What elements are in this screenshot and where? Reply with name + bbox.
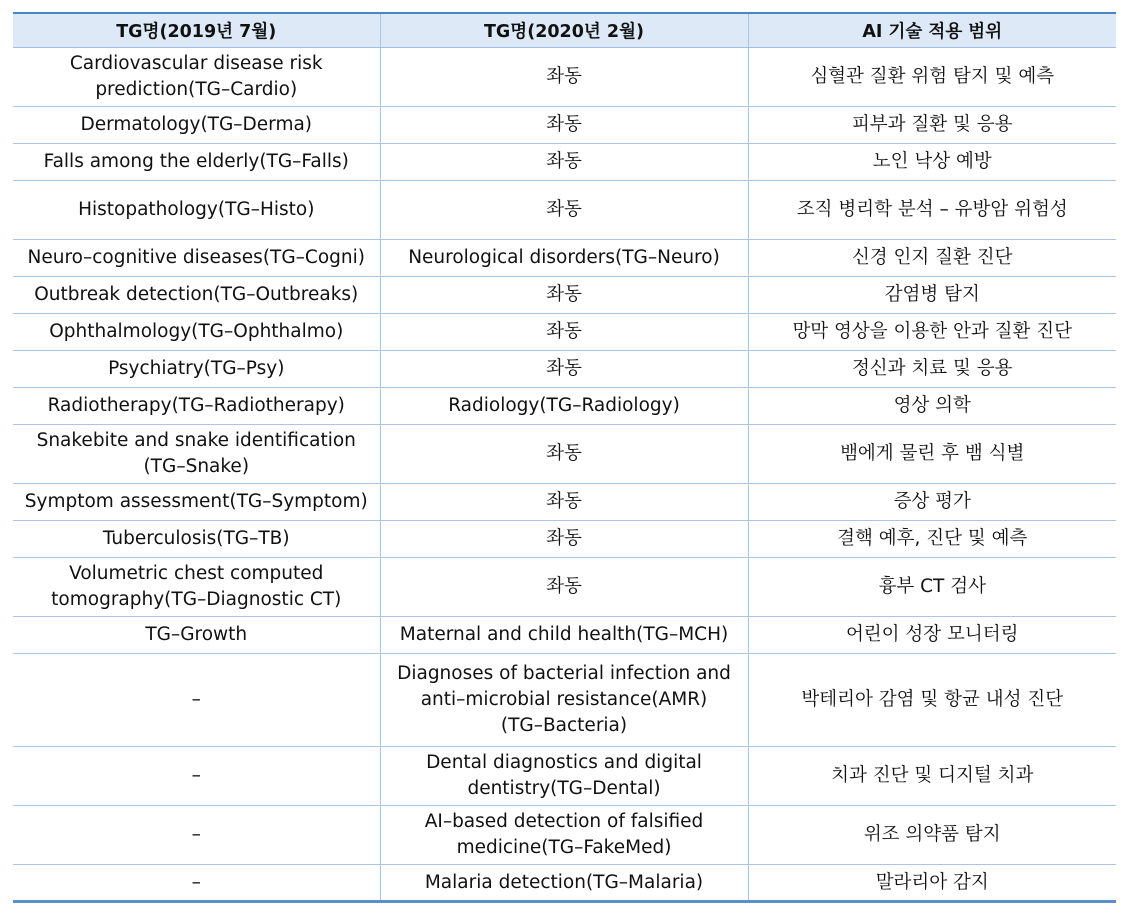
tg-name-2020-cell: Malaria detection(TG–Malaria) [380,865,748,902]
tg-name-2020-cell: 좌동 [380,351,748,388]
tg-name-2019-cell: Histopathology(TG–Histo) [13,181,380,240]
ai-scope-cell: 망막 영상을 이용한 안과 질환 진단 [748,314,1116,351]
table-row [13,144,1116,181]
tg-name-2020-cell: 좌동 [380,558,748,617]
tg-name-2019-cell: Cardiovascular disease risk prediction(TG–Cardio) [13,48,380,107]
tg-name-2019-cell: Psychiatry(TG–Psy) [13,351,380,388]
tg-name-2019-cell: Falls among the elderly(TG–Falls) [13,144,380,181]
ai-scope-cell: 어린이 성장 모니터링 [748,617,1116,654]
tg-name-2019-cell: – [13,806,380,865]
tg-name-2020-cell: Maternal and child health(TG–MCH) [380,617,748,654]
ai-scope-cell: 박테리아 감염 및 항균 내성 진단 [748,654,1116,747]
ai-scope-cell: 노인 낙상 예방 [748,144,1116,181]
table-row [13,277,1116,314]
tg-name-2019-cell: Symptom assessment(TG–Symptom) [13,484,380,521]
tg-name-2020-cell: 좌동 [380,48,748,107]
tg-name-2020-cell: 좌동 [380,181,748,240]
ai-scope-cell: 결핵 예후, 진단 및 예측 [748,521,1116,558]
tg-name-2019-cell: Radiotherapy(TG–Radiotherapy) [13,388,380,425]
ai-scope-cell: 뱀에게 물린 후 뱀 식별 [748,425,1116,484]
table-body [13,48,1116,902]
table-row [13,107,1116,144]
tg-table-container [13,12,1116,903]
tg-name-2019-cell: Neuro–cognitive diseases(TG–Cogni) [13,240,380,277]
ai-scope-cell: 치과 진단 및 디지털 치과 [748,747,1116,806]
ai-scope-cell: 조직 병리학 분석 – 유방암 위험성 [748,181,1116,240]
ai-scope-cell: 감염병 탐지 [748,277,1116,314]
table-row [13,425,1116,484]
tg-name-2020-cell: 좌동 [380,277,748,314]
tg-name-2020-cell: Dental diagnostics and digital dentistry(TG–Dental) [380,747,748,806]
tg-name-2020-cell: 좌동 [380,425,748,484]
tg-name-2019-cell: Snakebite and snake identification (TG–Snake) [13,425,380,484]
ai-scope-cell: 심혈관 질환 위험 탐지 및 예측 [748,48,1116,107]
table-row [13,617,1116,654]
table-row [13,388,1116,425]
tg-name-2019-cell: TG–Growth [13,617,380,654]
tg-name-2020-cell: 좌동 [380,521,748,558]
ai-scope-cell: 정신과 치료 및 응용 [748,351,1116,388]
tg-name-2020-cell: 좌동 [380,314,748,351]
tg-name-2019-cell: Tuberculosis(TG–TB) [13,521,380,558]
table-row [13,806,1116,865]
table-row [13,181,1116,240]
table-row [13,747,1116,806]
ai-scope-cell: 증상 평가 [748,484,1116,521]
ai-scope-cell: 신경 인지 질환 진단 [748,240,1116,277]
table-row [13,48,1116,107]
tg-name-2020-cell: Diagnoses of bacterial infection and anti–microbial resistance(AMR) (TG–Bacteria) [380,654,748,747]
table-row [13,314,1116,351]
tg-name-2019-cell: Outbreak detection(TG–Outbreaks) [13,277,380,314]
header-tg-2019: TG명(2019년 7월) [13,13,380,48]
table-row [13,654,1116,747]
tg-name-2019-cell: – [13,747,380,806]
ai-scope-cell: 영상 의학 [748,388,1116,425]
ai-scope-cell: 피부과 질환 및 응용 [748,107,1116,144]
tg-name-2019-cell: Ophthalmology(TG–Ophthalmo) [13,314,380,351]
tg-name-2019-cell: Volumetric chest computed tomography(TG–Diagnostic CT) [13,558,380,617]
table-row [13,865,1116,902]
tg-name-2020-cell: AI–based detection of falsified medicine(TG–FakeMed) [380,806,748,865]
table-row [13,484,1116,521]
table-row [13,240,1116,277]
tg-name-2019-cell: – [13,865,380,902]
header-tg-2020: TG명(2020년 2월) [380,13,748,48]
tg-name-2020-cell: Radiology(TG–Radiology) [380,388,748,425]
ai-scope-cell: 위조 의약품 탐지 [748,806,1116,865]
table-row [13,558,1116,617]
table-row [13,351,1116,388]
tg-name-2019-cell: – [13,654,380,747]
table-row [13,521,1116,558]
ai-scope-cell: 말라리아 감지 [748,865,1116,902]
header-ai-scope: AI 기술 적용 범위 [748,13,1116,48]
tg-table [13,12,1116,903]
header-row [13,13,1116,48]
tg-name-2020-cell: 좌동 [380,484,748,521]
tg-name-2019-cell: Dermatology(TG–Derma) [13,107,380,144]
tg-name-2020-cell: Neurological disorders(TG–Neuro) [380,240,748,277]
tg-name-2020-cell: 좌동 [380,107,748,144]
tg-name-2020-cell: 좌동 [380,144,748,181]
ai-scope-cell: 흉부 CT 검사 [748,558,1116,617]
